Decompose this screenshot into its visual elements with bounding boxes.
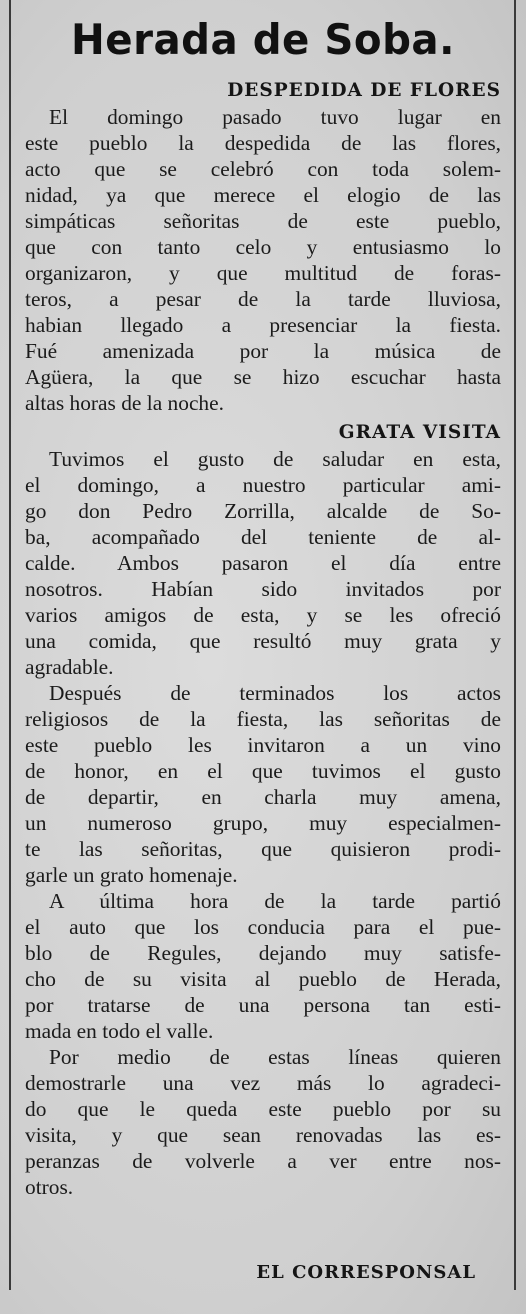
article-headline: Herada de Soba. [71, 15, 455, 64]
paragraph-line: simpáticas señoritas de este pueblo, [25, 209, 501, 233]
paragraph [25, 446, 501, 680]
paragraph-line: de honor, en el que tuvimos el gusto [25, 759, 501, 783]
paragraph-line: un numeroso grupo, muy especialmen- [25, 811, 501, 835]
paragraph-line: acto que se celebró con toda solem- [25, 157, 501, 181]
section-heading: DESPEDIDA DE FLORES [227, 80, 501, 101]
paragraph [25, 680, 501, 888]
paragraph-line: altas horas de la noche. [25, 391, 224, 415]
paragraph-line: El domingo pasado tuvo lugar en [49, 105, 501, 129]
paragraph [25, 1044, 501, 1200]
paragraph-line: que con tanto celo y entusiasmo lo [25, 235, 501, 259]
paragraph-line: nosotros. Habían sido invitados por [25, 577, 501, 601]
paragraph-line: demostrarle una vez más lo agradeci- [25, 1071, 501, 1095]
paragraph-line: por tratarse de una persona tan esti- [25, 993, 501, 1017]
paragraph-line: otros. [25, 1175, 74, 1199]
paragraph-line: religiosos de la fiesta, las señoritas de [25, 707, 501, 731]
paragraph-line: Agüera, la que se hizo escuchar hasta [25, 365, 501, 389]
paragraph-line: Después de terminados los actos [49, 681, 501, 705]
paragraph-line: nidad, ya que merece el elogio de las [25, 183, 501, 207]
paragraph-line: peranzas de volverle a ver entre nos- [25, 1149, 501, 1173]
paragraph-line: teros, a pesar de la tarde lluviosa, [25, 287, 501, 311]
paragraph-line: una comida, que resultó muy grata y [25, 629, 501, 653]
paragraph-line: habian llegado a presenciar la fiesta. [25, 313, 501, 337]
paragraph-line: varios amigos de esta, y se les ofreció [25, 603, 501, 627]
article-signature: EL CORRESPONSAL [256, 1262, 476, 1283]
paragraph-line: go don Pedro Zorrilla, alcalde de So- [25, 499, 501, 523]
paragraph [25, 104, 501, 416]
paragraph-line: ba, acompañado del teniente de al- [25, 525, 501, 549]
paragraph-line: garle un grato homenaje. [25, 863, 238, 887]
paragraph [25, 888, 501, 1044]
paragraph-line: cho de su visita al pueblo de Herada, [25, 967, 501, 991]
paragraph-line: mada en todo el valle. [25, 1019, 214, 1043]
paragraph-line: Fué amenizada por la música de [25, 339, 501, 363]
paragraph-line: visita, y que sean renovadas las es- [25, 1123, 501, 1147]
paragraph-line: Por medio de estas líneas quieren [49, 1045, 501, 1069]
paragraph-line: organizaron, y que multitud de foras- [25, 261, 501, 285]
section-heading: GRATA VISITA [338, 422, 501, 443]
paragraph-line: blo de Regules, dejando muy satisfe- [25, 941, 501, 965]
article-body [25, 78, 501, 1200]
column-rule-left [9, 0, 11, 1290]
paragraph-line: te las señoritas, que quisieron prodi- [25, 837, 501, 861]
paragraph-line: de departir, en charla muy amena, [25, 785, 501, 809]
column-rule-right [514, 0, 516, 1290]
paragraph-line: el domingo, a nuestro particular ami- [25, 473, 501, 497]
article-column [25, 8, 501, 1200]
paragraph-line: Tuvimos el gusto de saludar en esta, [49, 447, 501, 471]
paragraph-line: agradable. [25, 655, 114, 679]
paragraph-line: el auto que los conducia para el pue- [25, 915, 501, 939]
paragraph-line: este pueblo les invitaron a un vino [25, 733, 501, 757]
paragraph-line: calde. Ambos pasaron el día entre [25, 551, 501, 575]
paragraph-line: do que le queda este pueblo por su [25, 1097, 501, 1121]
paragraph-line: este pueblo la despedida de las flores, [25, 131, 501, 155]
paragraph-line: A última hora de la tarde partió [49, 889, 501, 913]
